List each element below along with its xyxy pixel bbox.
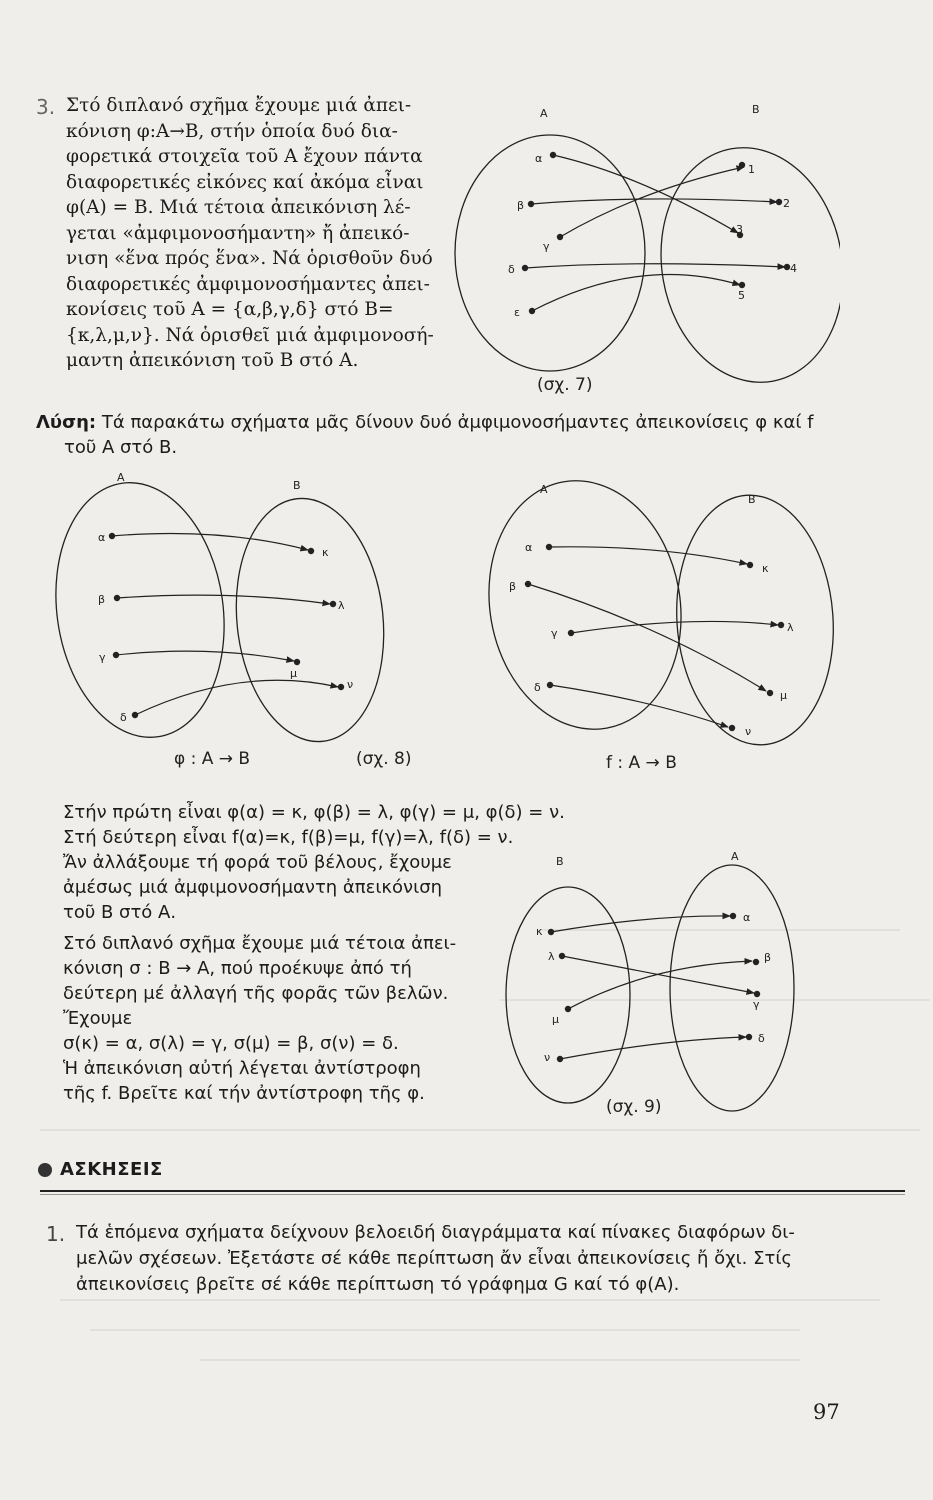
problem-line: νιση «ἕνα πρός ἕνα». Νά ὁρισθοῦν δυό [66,248,433,269]
point [550,152,556,158]
figure-caption: (σχ. 9) [606,1097,662,1117]
element-label: 4 [790,262,797,275]
solution-paragraph [36,410,916,460]
point [754,991,760,997]
point [557,234,563,240]
element-label: ε [514,306,520,319]
problem-line: {κ,λ,μ,ν}. Νά ὁρισθεῖ μιά ἀμφιμονοσή- [66,324,434,346]
figure-7 [440,95,840,395]
element-label: λ [787,621,794,634]
text-line: δεύτερη μέ ἀλλαγή τῆς φορᾶς τῶν βελῶν. [63,983,449,1004]
element-label: δ [758,1032,765,1045]
set-a-label: A [117,471,125,484]
arrow [551,916,730,932]
divider [40,1194,905,1195]
set-a-outline [670,865,794,1111]
point [294,659,300,665]
set-a-label: A [540,483,548,496]
problem-line: κονίσεις τοῦ Α = {α,β,γ,δ} στό Β= [66,299,394,320]
solution-label: Λύση: [36,412,97,433]
arrow [560,167,744,237]
exercise-line: μελῶν σχέσεων. Ἐξετάστε σέ κάθε περίπτωση ἄν εἶναι ἀπεικονίσεις ἤ ὄχι. Στίς [76,1248,792,1269]
element-label: δ [534,681,541,694]
problem-text [66,93,446,374]
element-label: ν [745,725,752,738]
arrow [549,547,747,564]
point [109,533,115,539]
set-b-outline [668,490,841,750]
element-label: ν [347,678,354,691]
exercise-line: ἀπεικονίσεις βρεῖτε σέ κάθε περίπτωση τό γράφημα G καί τό φ(Α). [76,1274,680,1295]
text-line: Ἄν ἀλλάξουμε τή φορά τοῦ βέλους, ἔχουμε [63,852,452,873]
set-a-outline [470,465,701,744]
arrow [525,264,785,268]
set-b-outline [506,887,630,1103]
solution-line: τοῦ Α στό Β. [64,437,178,458]
arrow [135,680,338,715]
text-line: σ(κ) = α, σ(λ) = γ, σ(μ) = β, σ(ν) = δ. [63,1033,399,1054]
problem-number: 3. [36,95,56,119]
figure-8 [40,465,900,775]
point [565,1006,571,1012]
arrow [571,621,778,633]
set-a-label: A [731,850,739,863]
text-line: ἀμέσως μιά ἀμφιμονοσήμαντη ἀπεικόνιση [63,877,443,898]
set-a-label: A [540,107,548,120]
element-label: 5 [738,289,745,302]
explanation-text [63,800,565,1106]
problem-line: Στό διπλανό σχῆμα ἔχουμε μιά ἀπει- [66,95,412,116]
element-label: λ [338,599,345,612]
element-label: μ [290,667,297,680]
problem-line: μαντη ἀπεικόνιση τοῦ Β στό Α. [66,350,359,371]
set-b-label: B [293,479,301,492]
point [548,929,554,935]
point [568,630,574,636]
problem-line: φ(Α) = Β. Μιά τέτοια ἀπεικόνιση λέ- [66,197,411,218]
set-b-label: B [752,103,760,116]
point [338,684,344,690]
bullet-icon [38,1163,52,1177]
exercises-header: ΑΣΚΗΣΕΙΣ [60,1159,163,1180]
element-label: γ [99,651,106,664]
set-b-label: B [556,855,564,868]
arrow [568,961,752,1009]
point [739,162,745,168]
text-line: Ἡ ἀπεικόνιση αὐτή λέγεται ἀντίστροφη [63,1058,421,1079]
element-label: β [764,951,772,964]
point [525,581,531,587]
figure-9 [500,845,830,1135]
arrow [117,595,330,604]
point [546,544,552,550]
point [767,690,773,696]
point [753,959,759,965]
arrow [531,199,777,204]
text-line: τῆς f. Βρεῖτε καί τήν ἀντίστροφη τῆς φ. [63,1083,425,1104]
set-a-outline [455,135,645,371]
arrow [560,1037,746,1059]
point [113,652,119,658]
element-label: γ [543,240,550,253]
element-label: β [517,199,525,212]
text-line: Στήν πρώτη εἶναι φ(α) = κ, φ(β) = λ, φ(γ) = μ, φ(δ) = ν. [63,802,565,823]
element-label: λ [548,950,555,963]
arrow [116,651,294,661]
point [528,201,534,207]
problem-line: διαφορετικές ἀμφιμονοσήμαντες ἀπει- [66,273,430,295]
set-b-outline [225,491,396,749]
point [730,913,736,919]
point [746,1034,752,1040]
point [522,265,528,271]
element-label: κ [536,925,543,938]
element-label: δ [120,711,127,724]
mapping-label: f : A → B [606,753,677,773]
arrow [553,155,738,233]
point [739,282,745,288]
point [559,953,565,959]
point [132,712,138,718]
set-a-outline [40,472,240,749]
element-label: β [509,580,517,593]
set-b-label: B [748,493,756,506]
point [114,595,120,601]
point [557,1056,563,1062]
element-label: μ [552,1013,559,1026]
solution-line: Τά παρακάτω σχήματα μᾶς δίνουν δυό ἀμφιμονοσήμαντες ἀπεικονίσεις φ καί f [101,412,814,433]
element-label: δ [508,263,515,276]
element-label: α [535,152,543,165]
point [529,308,535,314]
point [776,199,782,205]
element-label: 1 [748,163,755,176]
arrow [528,584,766,691]
element-label: α [743,911,751,924]
exercise-line: Τά ἑπόμενα σχήματα δείχνουν βελοειδή διαγράμματα καί πίνακες διαφόρων δι- [76,1222,795,1243]
point [778,622,784,628]
element-label: 2 [783,197,790,210]
problem-line: γεται «ἀμφιμονοσήμαντη» ἤ ἀπεικό- [66,222,410,244]
text-line: Στή δεύτερη εἶναι f(α)=κ, f(β)=μ, f(γ)=λ, f(δ) = ν. [63,827,514,848]
element-label: 3 [736,223,743,236]
problem-line: διαφορετικές εἰκόνες καί ἀκόμα εἶναι [66,171,424,193]
point [547,682,553,688]
point [747,562,753,568]
mapping-label: φ : A → B [174,749,251,769]
text-line: Στό διπλανό σχῆμα ἔχουμε μιά τέτοια ἀπει- [63,933,457,954]
element-label: κ [762,562,769,575]
element-label: α [525,541,533,554]
element-label: μ [780,689,787,702]
text-line: τοῦ Β στό Α. [63,902,177,923]
element-label: ν [544,1051,551,1064]
figure-caption: (σχ. 8) [356,749,412,769]
page-number: 97 [813,1400,840,1424]
element-label: α [98,531,106,544]
text-line: κόνιση σ : Β → Α, πού προέκυψε ἀπό τή [63,958,412,979]
exercise-number: 1. [46,1222,66,1246]
element-label: γ [551,627,558,640]
point [729,725,735,731]
text-line: Ἔχουμε [63,1008,133,1029]
arrow [532,275,740,311]
point [308,548,314,554]
figure-caption: (σχ. 7) [537,375,593,395]
exercise-text [76,1220,916,1298]
element-label: κ [322,546,329,559]
arrow [112,533,308,550]
element-label: β [98,593,106,606]
problem-line: φορετικά στοιχεῖα τοῦ Α ἔχουν πάντα [66,146,423,167]
element-label: γ [753,998,760,1011]
problem-line: κόνιση φ:Α→Β, στήν ὁποία δυό δια- [66,120,398,142]
point [330,601,336,607]
divider [40,1190,905,1192]
